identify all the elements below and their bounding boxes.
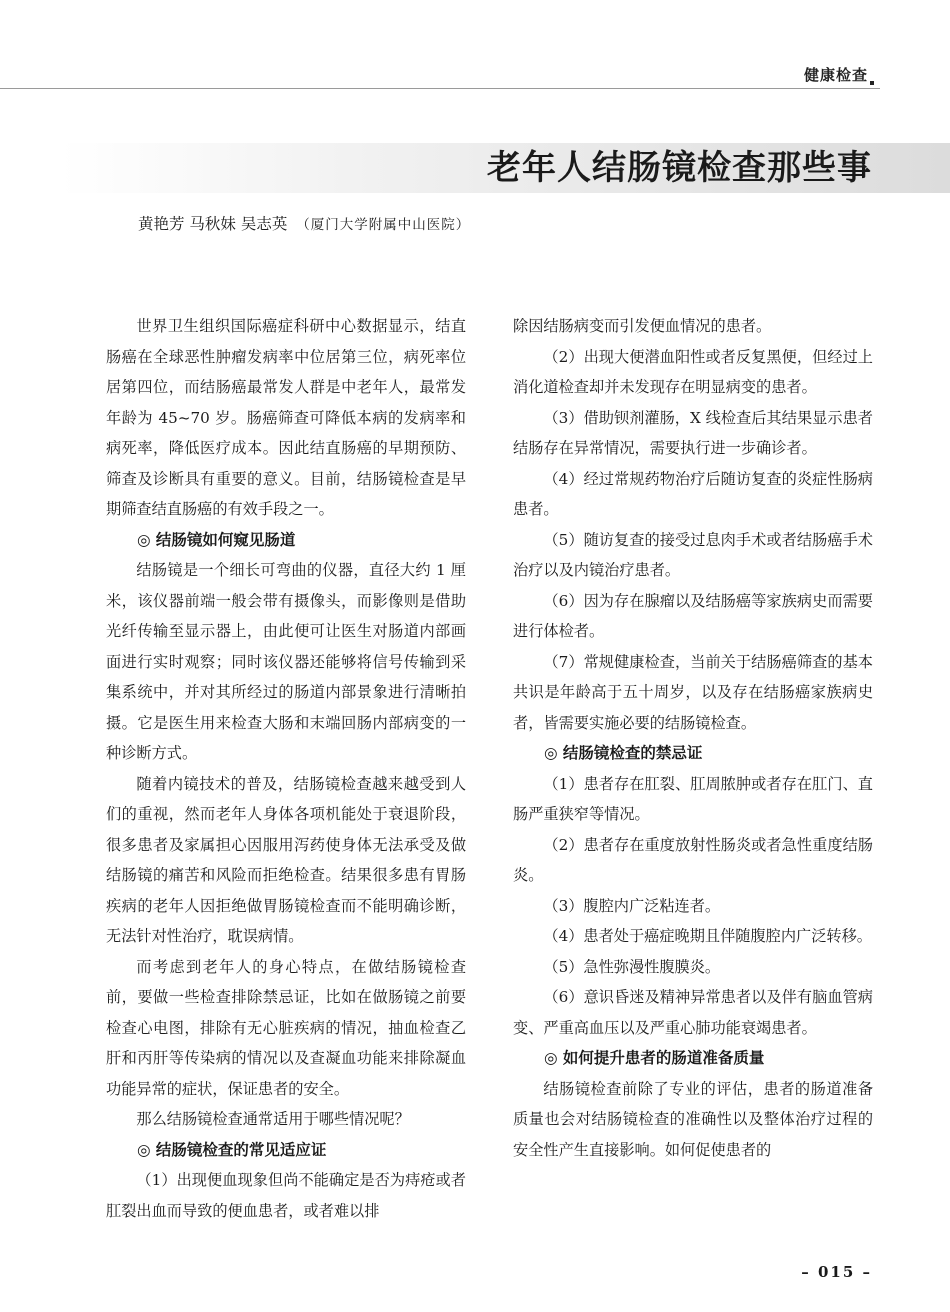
section-heading: ◎ 结肠镜如何窥见肠道 [137, 530, 296, 549]
affiliation: （厦门大学附属中山医院） [296, 217, 471, 233]
section-label: 健康检查 [803, 66, 868, 84]
left-column [106, 311, 466, 1226]
authors: 黄艳芳 马秋妹 吴志英 [138, 215, 288, 233]
paragraph: 结肠镜是一个细长可弯曲的仪器，直径大约 1 厘米，该仪器前端一般会带有摄像头，而影像则是借助光纤传输至显示器上，由此便可让医生对肠道内部画面进行实时观察；同时该仪器还能够将信号传输到采集系统中，并对其所经过的肠道内部景象进行清晰拍摄。它是医生用来检查大肠和末端回肠内部病变的一种诊断方式。 [106, 561, 466, 762]
header-rule [0, 88, 880, 89]
paragraph: 而考虑到老年人的身心特点，在做结肠镜检查前，要做一些检查排除禁忌证，比如在做肠镜之前要检查心电图，排除有无心脏疾病的情况，抽血检查乙肝和丙肝等传染病的情况以及查凝血功能来排除凝血功能异常的症状，保证患者的安全。 [106, 957, 466, 1098]
page-number: – 015 – [801, 1263, 872, 1281]
list-item: （3）腹腔内广泛粘连者。 [543, 896, 721, 915]
list-item: （4）经过常规药物治疗后随访复查的炎症性肠病患者。 [513, 469, 873, 518]
list-item: （1）患者存在肛裂、肛周脓肿或者存在肛门、直肠严重狭窄等情况。 [513, 774, 873, 823]
list-item: （3）借助钡剂灌肠，X 线检查后其结果显示患者结肠存在异常情况，需要执行进一步确诊者。 [513, 408, 873, 457]
list-item: （5）随访复查的接受过息肉手术或者结肠癌手术治疗以及内镜治疗患者。 [513, 530, 873, 579]
section-heading: ◎ 结肠镜检查的禁忌证 [544, 744, 703, 762]
paragraph: 那么结肠镜检查通常适用于哪些情况呢？ [136, 1110, 410, 1128]
right-column [513, 311, 873, 1165]
list-item: （7）常规健康检查，当前关于结肠癌筛查的基本共识是年龄高于五十周岁，以及存在结肠癌家族病史者，皆需要实施必要的结肠镜检查。 [513, 652, 873, 732]
list-item: （6）意识昏迷及精神异常患者以及伴有脑血管病变、严重高血压以及严重心肺功能衰竭患者。 [513, 988, 873, 1037]
list-item: （1）出现便血现象但尚不能确定是否为痔疮或者肛裂出血而导致的便血患者，或者难以排 [106, 1171, 466, 1220]
section-heading: ◎ 如何提升患者的肠道准备质量 [544, 1049, 765, 1067]
list-item: （5）急性弥漫性腹膜炎。 [543, 957, 721, 976]
paragraph: 结肠镜检查前除了专业的评估，患者的肠道准备质量也会对结肠镜检查的准确性以及整体治疗过程的安全性产生直接影响。如何促使患者的 [513, 1079, 873, 1159]
paragraph: 世界卫生组织国际癌症科研中心数据显示，结直肠癌在全球恶性肿瘤发病率中位居第三位，病死率位居第四位，而结肠癌最常发人群是中老年人，最常发年龄为 45~70 岁。肠癌筛查可降低本病的发病率和病死率，降低医疗成本。因此结直肠癌的早期预防、筛查及诊断具有重要的意义。目前，结肠镜检查是早期筛查结直肠癌的有效手段之一。 [106, 317, 466, 518]
list-item: （2）出现大便潜血阳性或者反复黑便，但经过上消化道检查却并未发现存在明显病变的患者。 [513, 347, 873, 396]
list-item: （6）因为存在腺瘤以及结肠癌等家族病史而需要进行体检者。 [513, 591, 873, 640]
article-title: 老年人结肠镜检查那些事 [487, 148, 872, 188]
byline [138, 212, 470, 234]
list-item: （2）患者存在重度放射性肠炎或者急性重度结肠炎。 [513, 835, 873, 884]
list-item: （4）患者处于癌症晚期且伴随腹腔内广泛转移。 [543, 927, 872, 945]
paragraph: 随着内镜技术的普及，结肠镜检查越来越受到人们的重视，然而老年人身体各项机能处于衰退阶段，很多患者及家属担心因服用泻药使身体无法承受及做结肠镜的痛苦和风险而拒绝检查。结果很多患有胃肠疾病的老年人因拒绝做胃肠镜检查而不能明确诊断，无法针对性治疗，耽误病情。 [106, 774, 466, 945]
section-marker [870, 81, 874, 85]
section-heading: ◎ 结肠镜检查的常见适应证 [137, 1140, 327, 1159]
paragraph-continuation: 除因结肠病变而引发便血情况的患者。 [513, 317, 772, 335]
